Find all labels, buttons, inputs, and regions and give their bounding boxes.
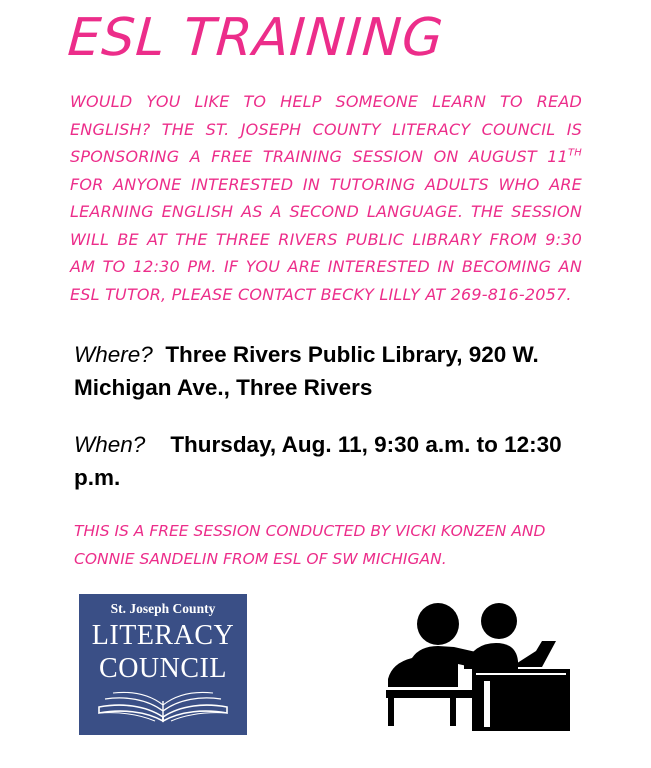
intro-superscript: TH bbox=[567, 147, 582, 159]
when-value: Thursday, Aug. 11, 9:30 a.m. to 12:30 p.m. bbox=[74, 432, 562, 490]
when-label: When? bbox=[74, 432, 146, 457]
when-info bbox=[74, 428, 594, 494]
intro-text-start: WOULD YOU LIKE TO HELP SOMEONE LEARN TO READ ENGLISH? THE ST. JOSEPH COUNTY LITERACY COUNCIL IS SPONSORING A FREE TRAINING SESSION ON AUGUST 11 bbox=[70, 92, 582, 166]
logo-literacy-text: LITERACY bbox=[91, 620, 235, 651]
logo-county-text: St. Joseph County bbox=[110, 601, 216, 616]
open-book-icon bbox=[93, 687, 233, 725]
tutoring-people-icon bbox=[386, 601, 572, 731]
page-title: ESL TRAINING bbox=[65, 8, 446, 68]
where-info bbox=[74, 338, 594, 404]
logo-council-text: COUNCIL bbox=[99, 653, 227, 684]
where-value: Three Rivers Public Library, 920 W. Michigan Ave., Three Rivers bbox=[74, 342, 539, 400]
intro-paragraph bbox=[70, 88, 582, 308]
intro-text-end: FOR ANYONE INTERESTED IN TUTORING ADULTS WHO ARE LEARNING ENGLISH AS A SECOND LANGUAGE. THE SESSION WILL BE AT THE THREE RIVERS PUBLIC LIBRARY FROM 9:30 AM TO 12:30 PM. IF YOU ARE INTERESTED IN BECOMING AN ESL TUTOR, PLEASE CONTACT BECKY LILLY AT 269-816-2057. bbox=[70, 174, 582, 304]
closing-note: THIS IS A FREE SESSION CONDUCTED BY VICKI KONZEN AND CONNIE SANDELIN FROM ESL OF SW MICHIGAN. bbox=[74, 522, 546, 568]
where-label: Where? bbox=[74, 342, 153, 367]
literacy-council-logo bbox=[79, 594, 247, 735]
